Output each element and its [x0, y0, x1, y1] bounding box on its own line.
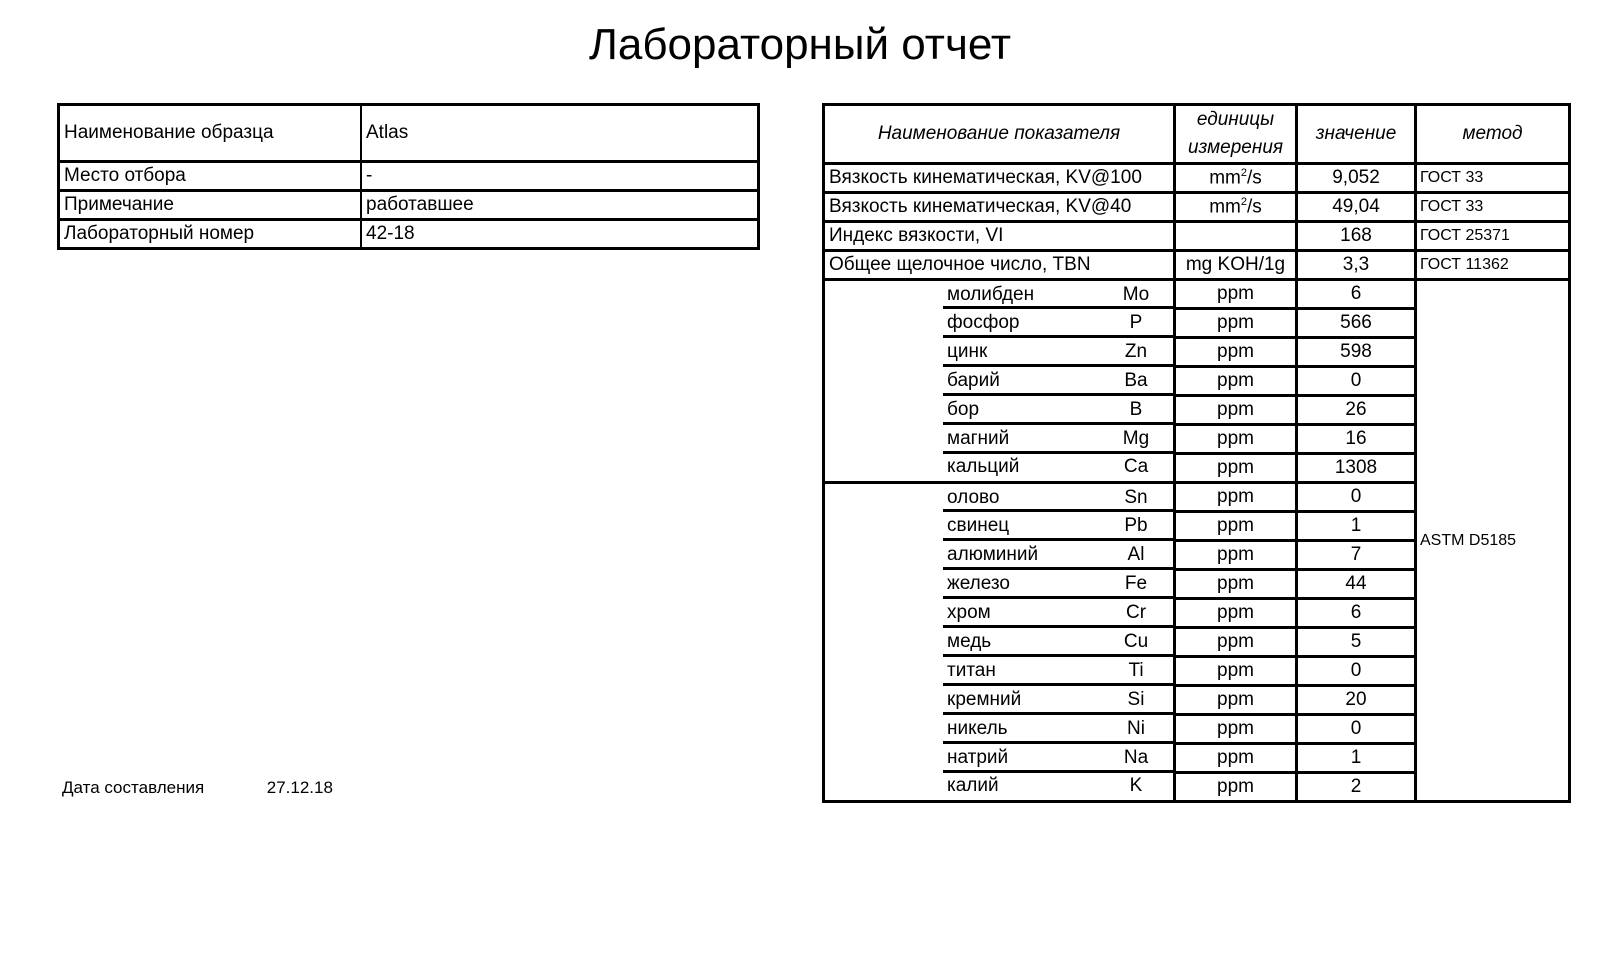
results-table: [822, 103, 1571, 803]
element-symbol: Al: [1127, 544, 1145, 565]
element-name: калий: [947, 775, 999, 797]
element-unit: ppm: [1175, 512, 1297, 541]
element-name-cell: [824, 396, 1175, 425]
element-symbol: Ni: [1127, 718, 1145, 739]
element-name: молибден: [947, 283, 1035, 305]
element-label: [945, 573, 1161, 595]
results-body: [824, 164, 1570, 802]
sample-row-label: Лабораторный номер: [59, 220, 362, 249]
property-method: ГОСТ 33: [1416, 193, 1570, 222]
element-symbol: Cu: [1123, 631, 1149, 652]
sample-row: [59, 191, 759, 220]
element-label: [945, 718, 1161, 740]
element-name: медь: [947, 631, 992, 652]
element-name-cell: [824, 599, 1175, 628]
element-value: 0: [1297, 657, 1416, 686]
element-value: 0: [1297, 367, 1416, 396]
elements-method: ASTM D5185: [1420, 531, 1517, 549]
element-symbol: Si: [1127, 689, 1145, 710]
element-name: железо: [947, 573, 1010, 594]
sample-row-label: Примечание: [59, 191, 362, 220]
element-unit: ppm: [1175, 280, 1297, 309]
header-units: [1175, 105, 1297, 164]
element-name-cell: [824, 309, 1175, 338]
property-row: [824, 193, 1570, 222]
element-name-cell: [824, 541, 1175, 570]
element-value: 1: [1297, 744, 1416, 773]
element-name: свинец: [947, 515, 1010, 536]
element-name-cell: [824, 686, 1175, 715]
element-symbol: Cr: [1125, 602, 1147, 623]
element-label: [945, 341, 1161, 363]
element-name: кремний: [947, 689, 1022, 710]
element-unit: ppm: [1175, 338, 1297, 367]
header-units-line1: единицы: [1196, 109, 1275, 130]
sample-info-table: [57, 103, 760, 250]
element-value: 1308: [1297, 454, 1416, 483]
element-value: 5: [1297, 628, 1416, 657]
property-row: [824, 251, 1570, 280]
element-name-cell: [824, 367, 1175, 396]
element-unit: ppm: [1175, 686, 1297, 715]
property-name: Вязкость кинематическая, KV@40: [824, 193, 1175, 222]
element-symbol: Sn: [1124, 486, 1148, 508]
unit-superscript: 2: [1240, 166, 1247, 179]
header-indicator-name: Наименование показателя: [824, 105, 1175, 164]
property-value: 3,3: [1297, 251, 1416, 280]
element-name: алюминий: [947, 544, 1039, 565]
element-unit: ppm: [1175, 570, 1297, 599]
element-name-cell: [824, 425, 1175, 454]
element-symbol: K: [1129, 775, 1143, 797]
property-name: Индекс вязкости, VI: [824, 222, 1175, 251]
element-value: 566: [1297, 309, 1416, 338]
element-name: хром: [947, 602, 991, 623]
element-label: [945, 747, 1161, 769]
element-name: олово: [947, 486, 1000, 508]
property-method: ГОСТ 11362: [1416, 251, 1570, 280]
header-value: значение: [1297, 105, 1416, 164]
element-symbol: Pb: [1124, 515, 1148, 536]
sample-info-body: [59, 105, 759, 249]
element-value: 7: [1297, 541, 1416, 570]
property-value: 168: [1297, 222, 1416, 251]
element-name: барий: [947, 370, 1000, 391]
property-unit: $mm^2/s$: [1175, 193, 1297, 222]
element-symbol: Ti: [1128, 660, 1144, 681]
element-name-cell: [824, 338, 1175, 367]
element-unit: ppm: [1175, 773, 1297, 802]
sample-row: [59, 220, 759, 249]
element-label: [945, 456, 1161, 478]
element-unit: ppm: [1175, 454, 1297, 483]
element-name: фосфор: [947, 312, 1020, 333]
element-value: 44: [1297, 570, 1416, 599]
element-name: магний: [947, 428, 1010, 449]
property-row: [824, 222, 1570, 251]
element-value: 0: [1297, 483, 1416, 512]
header-method: метод: [1416, 105, 1570, 164]
element-unit: ppm: [1175, 599, 1297, 628]
unit-superscript: 2: [1240, 195, 1247, 208]
element-label: [945, 602, 1161, 624]
element-name-cell: [824, 512, 1175, 541]
sample-row-value: Atlas: [361, 105, 759, 162]
element-label: [945, 312, 1161, 334]
property-value: 9,052: [1297, 164, 1416, 193]
header-units-line2: измерения: [1187, 137, 1284, 158]
sample-row-value: работавшее: [361, 191, 759, 220]
property-value: 49,04: [1297, 193, 1416, 222]
element-name-cell: [824, 773, 1175, 802]
element-unit: ppm: [1175, 425, 1297, 454]
element-name: никель: [947, 718, 1008, 739]
element-name-cell: [824, 483, 1175, 512]
element-symbol: B: [1129, 399, 1143, 420]
property-name: Вязкость кинематическая, KV@100: [824, 164, 1175, 193]
element-unit: ppm: [1175, 541, 1297, 570]
element-name-cell: [824, 628, 1175, 657]
sample-row-value: 42-18: [366, 223, 415, 244]
element-label: [945, 370, 1161, 392]
property-name: Общее щелочное число, TBN: [824, 251, 1175, 280]
element-unit: ppm: [1175, 309, 1297, 338]
element-name: натрий: [947, 747, 1009, 768]
element-symbol: Mo: [1122, 283, 1150, 305]
element-unit: ppm: [1175, 483, 1297, 512]
sample-row: [59, 105, 759, 162]
element-unit: ppm: [1175, 367, 1297, 396]
element-label: [945, 660, 1161, 682]
element-symbol: Ca: [1123, 456, 1149, 478]
element-name: цинк: [947, 341, 988, 362]
element-name-cell: [824, 657, 1175, 686]
date-label: Дата составления: [62, 778, 205, 797]
element-unit: ppm: [1175, 715, 1297, 744]
element-symbol: Fe: [1124, 573, 1148, 594]
element-label: [945, 284, 1161, 306]
property-method: ГОСТ 25371: [1416, 222, 1570, 251]
element-value: 2: [1297, 773, 1416, 802]
element-value: 26: [1297, 396, 1416, 425]
report-date: [62, 778, 333, 798]
element-unit: ppm: [1175, 744, 1297, 773]
element-value: 0: [1297, 715, 1416, 744]
element-label: [945, 631, 1161, 653]
element-name-cell: [824, 570, 1175, 599]
element-unit: ppm: [1175, 628, 1297, 657]
element-value: 6: [1297, 280, 1416, 309]
date-value: 27.12.18: [266, 778, 333, 797]
element-label: [945, 689, 1161, 711]
element-unit: ppm: [1175, 396, 1297, 425]
element-value: 20: [1297, 686, 1416, 715]
element-name-cell: [824, 744, 1175, 773]
sample-row: [59, 162, 759, 191]
sample-row-label: Наименование образца: [59, 105, 362, 162]
property-unit: mg KOH/1g: [1175, 251, 1297, 280]
sample-row-label: Место отбора: [59, 162, 362, 191]
element-symbol: Ba: [1124, 370, 1148, 391]
report-title: Лабораторный отчет: [588, 20, 1012, 69]
element-label: [945, 515, 1161, 537]
element-name: кальций: [947, 456, 1020, 478]
element-label: [945, 399, 1161, 421]
element-value: 16: [1297, 425, 1416, 454]
element-symbol: Mg: [1122, 428, 1150, 449]
element-value: 598: [1297, 338, 1416, 367]
sample-row-value: -: [361, 162, 759, 191]
element-label: [945, 775, 1161, 797]
element-symbol: P: [1129, 312, 1143, 333]
element-name-cell: [824, 454, 1175, 483]
element-unit: ppm: [1175, 657, 1297, 686]
element-name-cell: [824, 280, 1175, 309]
element-name: бор: [947, 399, 980, 420]
property-row: [824, 164, 1570, 193]
property-method: ГОСТ 33: [1416, 164, 1570, 193]
element-value: 1: [1297, 512, 1416, 541]
element-row: [824, 280, 1570, 309]
element-name-cell: [824, 715, 1175, 744]
property-unit: $mm^2/s$: [1175, 164, 1297, 193]
element-label: [945, 428, 1161, 450]
element-label: [945, 544, 1161, 566]
element-value: 6: [1297, 599, 1416, 628]
element-label: [945, 487, 1161, 509]
element-symbol: Zn: [1124, 341, 1148, 362]
results-header-row: [824, 105, 1570, 164]
element-name: титан: [947, 660, 996, 681]
element-symbol: Na: [1123, 747, 1149, 768]
property-unit: [1175, 222, 1297, 251]
